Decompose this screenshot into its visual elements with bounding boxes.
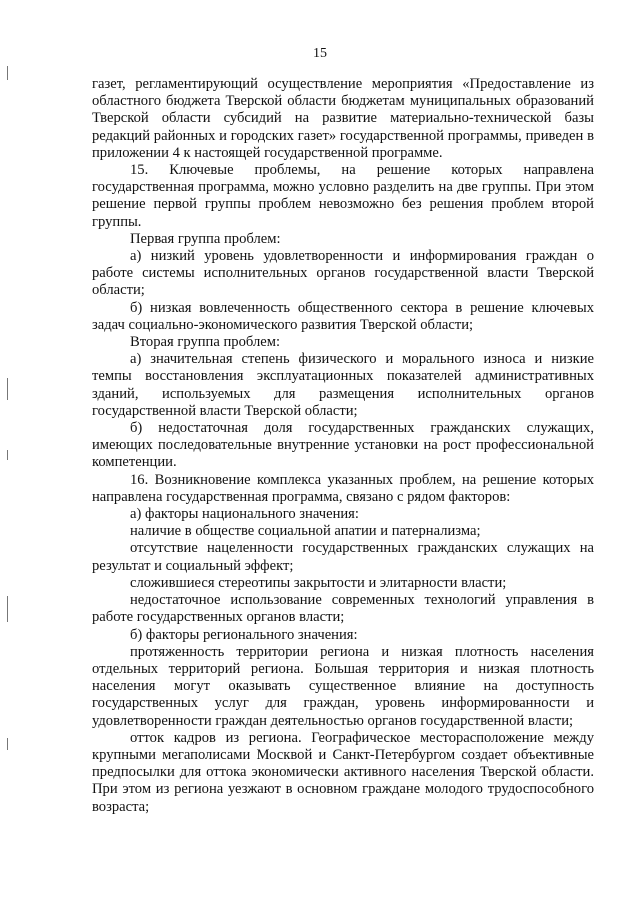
- paragraph: отток кадров из региона. Географическое месторасположение между крупными мегаполисами Москвой и Санкт-Петербургом создает объективные предпосылки для оттока экономически активного населения Тверской области. При этом из региона уезжают в основном граждане молодого трудоспособного возраста;: [92, 729, 594, 815]
- scan-margin-mark: [7, 738, 8, 750]
- paragraph: Первая группа проблем:: [130, 230, 281, 247]
- paragraph: б) недостаточная доля государственных гражданских служащих, имеющих последовательные внутренние установки на рост профессиональной компетенции.: [92, 420, 594, 471]
- document-body: [92, 76, 594, 816]
- paragraph: а) факторы национального значения:: [130, 506, 359, 523]
- paragraph: газет, регламентирующий осуществление мероприятия «Предоставление из областного бюджета Тверской области бюджетам муниципальных образований Тверской области субсидий на развитие материально-технической базы редакций районных и городских газет» государственной программы, приведен в приложении 4 к настоящей государственной программе.: [92, 76, 594, 161]
- paragraph: б) факторы регионального значения:: [130, 626, 358, 643]
- paragraph: недостаточное использование современных технологий управления в работе государственных органов власти;: [92, 592, 594, 626]
- paragraph: 16. Возникновение комплекса указанных проблем, на решение которых направлена государственная программа, связано с рядом факторов:: [92, 471, 594, 505]
- paragraph: Вторая группа проблем:: [130, 334, 280, 351]
- paragraph: 15. Ключевые проблемы, на решение которых направлена государственная программа, можно условно разделить на две группы. При этом решение первой группы проблем невозможно без решения проблем второй группы.: [92, 162, 594, 230]
- paragraph: отсутствие нацеленности государственных гражданских служащих на результат и социальный эффект;: [92, 540, 594, 574]
- scan-margin-mark: [7, 596, 8, 622]
- paragraph: протяженность территории региона и низкая плотность населения отдельных территорий региона. Большая территория и низкая плотность населения могут оказывать существенное влияние на доступность государственных услуг для граждан, уровень информированности и удовлетворенности граждан деятельностью органов государственной власти;: [92, 643, 594, 729]
- scan-margin-mark: [7, 450, 8, 460]
- scan-margin-mark: [7, 378, 8, 400]
- page-number: 15: [313, 46, 327, 61]
- scan-margin-mark: [7, 66, 8, 80]
- paragraph: б) низкая вовлеченность общественного сектора в решение ключевых задач социально-экономического развития Тверской области;: [92, 299, 594, 333]
- paragraph: наличие в обществе социальной апатии и патернализма;: [130, 523, 481, 540]
- paragraph: сложившиеся стереотипы закрытости и элитарности власти;: [130, 574, 507, 591]
- paragraph: а) значительная степень физического и морального износа и низкие темпы восстановления эксплуатационных показателей административных зданий, используемых для размещения исполнительных органов государственной власти Тверской области;: [92, 351, 594, 419]
- paragraph: а) низкий уровень удовлетворенности и информирования граждан о работе системы исполнительных органов государственной власти Тверской области;: [92, 248, 594, 299]
